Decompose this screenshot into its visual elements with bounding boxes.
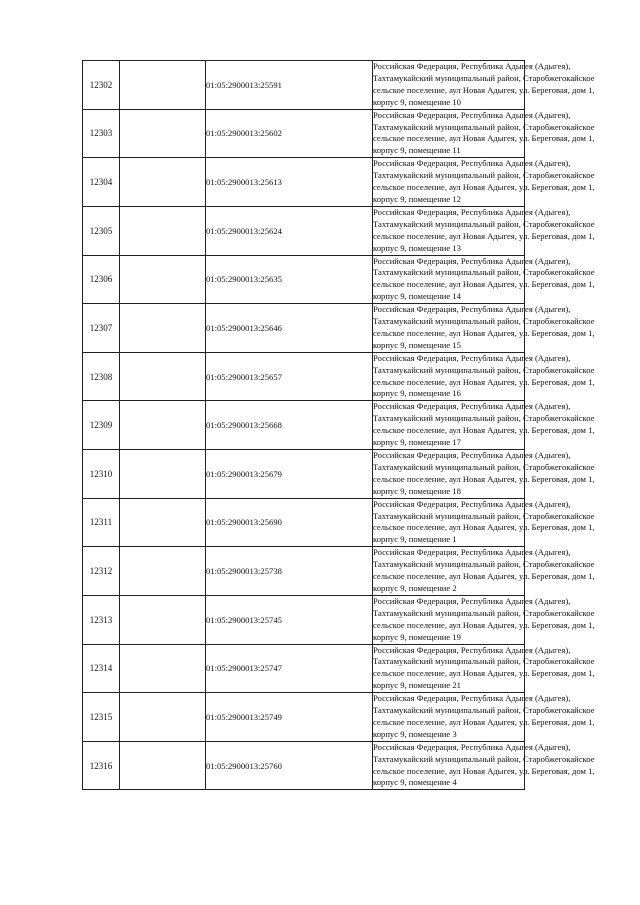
cadastral-number: 01:05:2900013:25679: [206, 450, 373, 499]
address-line: Тахтамукайский муниципальный район, Старобжегокайское: [373, 705, 595, 716]
cadastral-number: 01:05:2900013:25591: [206, 61, 373, 110]
address-line: Тахтамукайский муниципальный район, Старобжегокайское: [373, 559, 595, 570]
address-line: сельское поселение, аул Новая Адыгея, ул. Береговая, дом 1,: [373, 425, 595, 436]
empty-cell: [120, 450, 206, 499]
row-number: 12302: [83, 61, 120, 110]
address-line: Тахтамукайский муниципальный район, Старобжегокайское: [373, 72, 595, 83]
address-cell: [373, 498, 595, 547]
address-line: сельское поселение, аул Новая Адыгея, ул. Береговая, дом 1,: [373, 619, 595, 630]
table-row: [83, 644, 525, 693]
address-cell: [373, 401, 595, 450]
row-number: 12306: [83, 255, 120, 304]
table-row: [83, 206, 525, 255]
address-line: сельское поселение, аул Новая Адыгея, ул. Береговая, дом 1,: [373, 668, 595, 679]
address-line: Тахтамукайский муниципальный район, Старобжегокайское: [373, 753, 595, 764]
empty-cell: [120, 693, 206, 742]
address-line: Российская Федерация, Республика Адыгея (Адыгея),: [373, 61, 571, 71]
empty-cell: [120, 158, 206, 207]
cadastral-number: 01:05:2900013:25635: [206, 255, 373, 304]
address-line: Российская Федерация, Республика Адыгея (Адыгея),: [373, 498, 571, 509]
address-cell: [373, 595, 595, 644]
table-row: [83, 693, 525, 742]
row-number: 12307: [83, 304, 120, 353]
address-cell: [373, 352, 595, 401]
empty-cell: [120, 595, 206, 644]
empty-cell: [120, 255, 206, 304]
address-line: сельское поселение, аул Новая Адыгея, ул. Береговая, дом 1,: [373, 716, 595, 727]
address-line: Российская Федерация, Республика Адыгея (Адыгея),: [373, 595, 571, 606]
address-cell: [373, 693, 595, 742]
address-line: Российская Федерация, Республика Адыгея (Адыгея),: [373, 547, 571, 558]
address-cell: [373, 61, 595, 110]
row-number: 12312: [83, 547, 120, 596]
table-row: [83, 255, 525, 304]
table-row: [83, 547, 525, 596]
cadastral-number: 01:05:2900013:25747: [206, 644, 373, 693]
address-cell: [373, 255, 595, 304]
row-number: 12304: [83, 158, 120, 207]
address-cell: [373, 206, 595, 255]
address-line: Тахтамукайский муниципальный район, Старобжегокайское: [373, 461, 595, 472]
address-line: Тахтамукайский муниципальный район, Старобжегокайское: [373, 510, 595, 521]
address-line: корпус 9, помещение 15: [373, 339, 461, 350]
address-line: корпус 9, помещение 14: [373, 291, 461, 302]
address-line: Российская Федерация, Республика Адыгея (Адыгея),: [373, 158, 571, 169]
row-number: 12303: [83, 109, 120, 158]
address-line: Тахтамукайский муниципальный район, Старобжегокайское: [373, 607, 595, 618]
address-cell: [373, 741, 595, 790]
address-line: корпус 9, помещение 18: [373, 485, 461, 496]
table-row: [83, 741, 525, 790]
row-number: 12305: [83, 206, 120, 255]
address-line: сельское поселение, аул Новая Адыгея, ул. Береговая, дом 1,: [373, 182, 595, 193]
address-line: сельское поселение, аул Новая Адыгея, ул. Береговая, дом 1,: [373, 473, 595, 484]
address-line: Российская Федерация, Республика Адыгея (Адыгея),: [373, 206, 571, 217]
empty-cell: [120, 741, 206, 790]
address-line: сельское поселение, аул Новая Адыгея, ул. Береговая, дом 1,: [373, 376, 595, 387]
table-row: [83, 352, 525, 401]
address-line: корпус 9, помещение 17: [373, 437, 461, 448]
register-table-body: [83, 61, 595, 790]
address-line: Тахтамукайский муниципальный район, Старобжегокайское: [373, 316, 595, 327]
cadastral-number: 01:05:2900013:25613: [206, 158, 373, 207]
row-number: 12310: [83, 450, 120, 499]
address-line: Российская Федерация, Республика Адыгея (Адыгея),: [373, 109, 571, 120]
address-line: сельское поселение, аул Новая Адыгея, ул. Береговая, дом 1,: [373, 84, 595, 95]
empty-cell: [120, 352, 206, 401]
address-line: сельское поселение, аул Новая Адыгея, ул. Береговая, дом 1,: [373, 230, 595, 241]
cadastral-number: 01:05:2900013:25760: [206, 741, 373, 790]
empty-cell: [120, 498, 206, 547]
address-line: Российская Федерация, Республика Адыгея (Адыгея),: [373, 304, 571, 315]
address-line: сельское поселение, аул Новая Адыгея, ул. Береговая, дом 1,: [373, 571, 595, 582]
cadastral-number: 01:05:2900013:25624: [206, 206, 373, 255]
cadastral-number: 01:05:2900013:25690: [206, 498, 373, 547]
table-row: [83, 595, 525, 644]
address-line: сельское поселение, аул Новая Адыгея, ул. Береговая, дом 1,: [373, 765, 595, 776]
empty-cell: [120, 547, 206, 596]
table-row: [83, 304, 525, 353]
row-number: 12314: [83, 644, 120, 693]
address-line: корпус 9, помещение 21: [373, 680, 461, 691]
address-line: сельское поселение, аул Новая Адыгея, ул. Береговая, дом 1,: [373, 327, 595, 338]
address-line: корпус 9, помещение 19: [373, 631, 461, 642]
address-cell: [373, 547, 595, 596]
address-line: Тахтамукайский муниципальный район, Старобжегокайское: [373, 364, 595, 375]
table-row: [83, 401, 525, 450]
cadastral-number: 01:05:2900013:25738: [206, 547, 373, 596]
address-cell: [373, 450, 595, 499]
address-line: корпус 9, помещение 4: [373, 777, 457, 788]
address-cell: [373, 158, 595, 207]
address-line: Тахтамукайский муниципальный район, Старобжегокайское: [373, 656, 595, 667]
cadastral-number: 01:05:2900013:25646: [206, 304, 373, 353]
address-line: Российская Федерация, Республика Адыгея (Адыгея),: [373, 352, 571, 363]
empty-cell: [120, 401, 206, 450]
address-line: Тахтамукайский муниципальный район, Старобжегокайское: [373, 218, 595, 229]
cadastral-number: 01:05:2900013:25657: [206, 352, 373, 401]
table-row: [83, 61, 525, 110]
property-register-table: [82, 60, 595, 790]
cadastral-number: 01:05:2900013:25749: [206, 693, 373, 742]
table-row: [83, 158, 525, 207]
address-line: Российская Федерация, Республика Адыгея (Адыгея),: [373, 450, 571, 460]
address-line: Российская Федерация, Республика Адыгея (Адыгея),: [373, 693, 571, 704]
address-line: Тахтамукайский муниципальный район, Старобжегокайское: [373, 170, 595, 181]
address-line: Российская Федерация, Республика Адыгея (Адыгея),: [373, 741, 571, 752]
cadastral-number: 01:05:2900013:25745: [206, 595, 373, 644]
empty-cell: [120, 644, 206, 693]
row-number: 12315: [83, 693, 120, 742]
row-number: 12309: [83, 401, 120, 450]
empty-cell: [120, 109, 206, 158]
address-line: Тахтамукайский муниципальный район, Старобжегокайское: [373, 413, 595, 424]
address-cell: [373, 304, 595, 353]
address-line: корпус 9, помещение 3: [373, 728, 457, 739]
empty-cell: [120, 61, 206, 110]
address-line: Российская Федерация, Республика Адыгея (Адыгея),: [373, 255, 571, 266]
cadastral-number: 01:05:2900013:25602: [206, 109, 373, 158]
address-line: корпус 9, помещение 12: [373, 193, 461, 204]
row-number: 12311: [83, 498, 120, 547]
row-number: 12308: [83, 352, 120, 401]
address-cell: [373, 644, 595, 693]
address-line: корпус 9, помещение 11: [373, 145, 461, 156]
empty-cell: [120, 206, 206, 255]
address-line: сельское поселение, аул Новая Адыгея, ул. Береговая, дом 1,: [373, 133, 595, 144]
row-number: 12316: [83, 741, 120, 790]
address-line: Российская Федерация, Республика Адыгея (Адыгея),: [373, 401, 571, 412]
address-line: Тахтамукайский муниципальный район, Старобжегокайское: [373, 267, 595, 278]
address-line: Российская Федерация, Республика Адыгея (Адыгея),: [373, 644, 571, 655]
address-line: сельское поселение, аул Новая Адыгея, ул. Береговая, дом 1,: [373, 279, 595, 290]
table-row: [83, 109, 525, 158]
address-line: корпус 9, помещение 13: [373, 242, 461, 253]
address-line: Тахтамукайский муниципальный район, Старобжегокайское: [373, 121, 595, 132]
row-number: 12313: [83, 595, 120, 644]
address-line: корпус 9, помещение 2: [373, 582, 457, 593]
address-line: корпус 9, помещение 16: [373, 388, 461, 399]
address-line: корпус 9, помещение 10: [373, 96, 461, 107]
table-row: [83, 450, 525, 499]
address-line: сельское поселение, аул Новая Адыгея, ул. Береговая, дом 1,: [373, 522, 595, 533]
cadastral-number: 01:05:2900013:25668: [206, 401, 373, 450]
empty-cell: [120, 304, 206, 353]
table-row: [83, 498, 525, 547]
address-line: корпус 9, помещение 1: [373, 534, 457, 545]
address-cell: [373, 109, 595, 158]
